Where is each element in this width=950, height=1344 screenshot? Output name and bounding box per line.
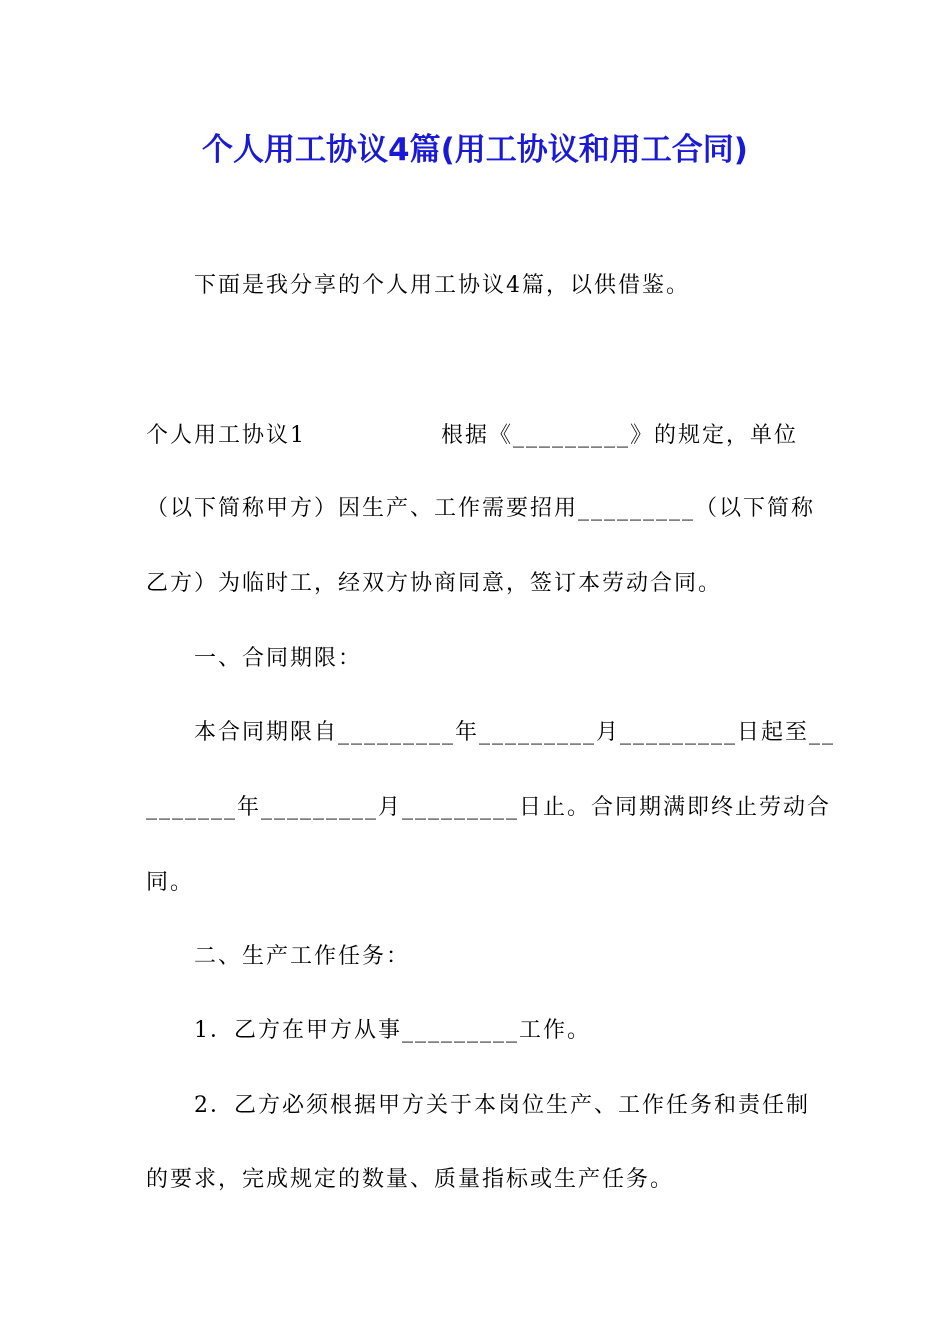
intro-paragraph: 下面是我分享的个人用工协议4篇，以供借鉴。 bbox=[194, 273, 690, 298]
clause-heading-2: 二、生产工作任务： bbox=[194, 944, 411, 969]
list-item-2-line-1: 2．乙方必须根据甲方关于本岗位生产、工作任务和责任制 bbox=[194, 1093, 810, 1118]
paragraph-1-line-1: 根据《_________》的规定，单位 bbox=[441, 423, 799, 448]
paragraph-1-line-2: （以下简称甲方）因生产、工作需要招用_________（以下简称 bbox=[146, 496, 816, 521]
list-item-2-line-2: 的要求，完成规定的数量、质量指标或生产任务。 bbox=[146, 1167, 675, 1192]
clause-heading-1: 一、合同期限： bbox=[194, 646, 363, 671]
paragraph-2-line-2: _______年_________月_________日止。合同期满即终止劳动合 bbox=[146, 795, 832, 820]
paragraph-2-line-3: 同。 bbox=[146, 870, 195, 895]
section-heading: 个人用工协议1 bbox=[146, 423, 306, 448]
paragraph-2-line-1: 本合同期限自_________年_________月_________日起至__ bbox=[194, 720, 836, 745]
list-item-1: 1．乙方在甲方从事_________工作。 bbox=[194, 1018, 591, 1043]
paragraph-1-line-3: 乙方）为临时工，经双方协商同意，签订本劳动合同。 bbox=[146, 571, 723, 596]
section-first-line bbox=[146, 420, 806, 452]
document-title: 个人用工协议4篇(用工协议和用工合同) bbox=[202, 132, 748, 168]
